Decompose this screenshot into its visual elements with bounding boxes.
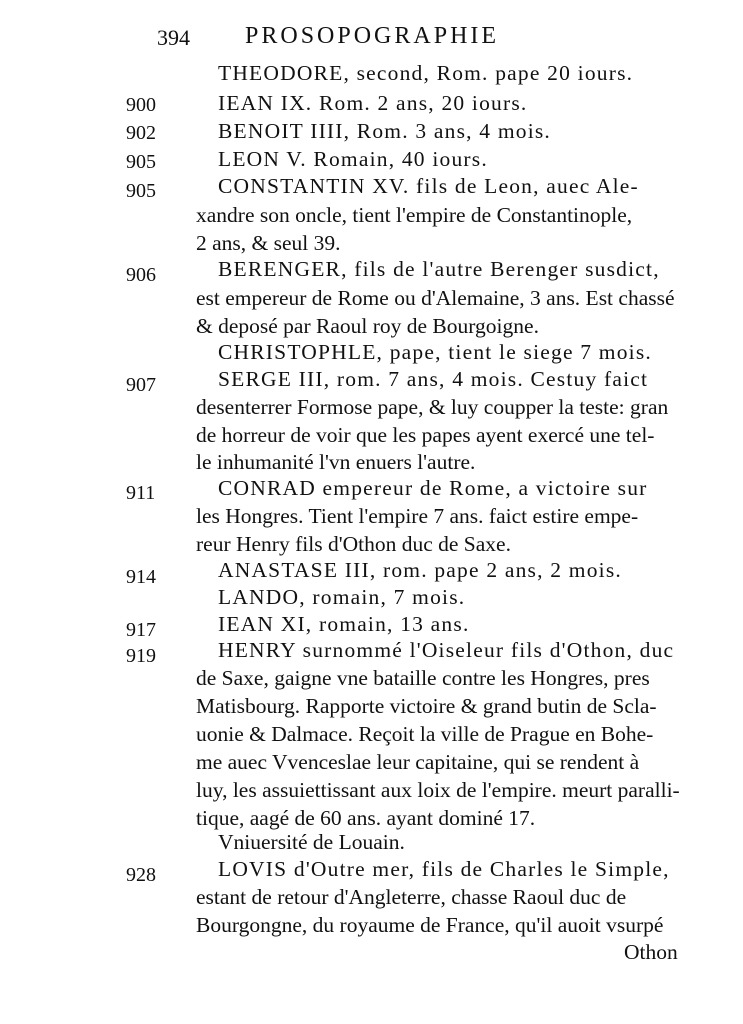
entry-line: de Saxe, gaigne vne bataille contre les Hongres, pres bbox=[196, 666, 650, 690]
entry-line: Bourgongne, du royaume de France, qu'il auoit vsurpé bbox=[196, 913, 664, 937]
entry-year: 911 bbox=[126, 482, 156, 504]
entry-line: CONSTANTIN XV. fils de Leon, auec Ale- bbox=[218, 174, 639, 198]
entry-year: 900 bbox=[126, 94, 156, 116]
entry-line: LOVIS d'Outre mer, fils de Charles le Simple, bbox=[218, 857, 670, 881]
entry-line: CONRAD empereur de Rome, a victoire sur bbox=[218, 476, 648, 500]
entry-line: Vniuersité de Louain. bbox=[218, 830, 405, 854]
entry-year: 914 bbox=[126, 566, 156, 588]
entry-line: estant de retour d'Angleterre, chasse Raoul duc de bbox=[196, 885, 627, 909]
entry-line: CHRISTOPHLE, pape, tient le siege 7 mois. bbox=[218, 340, 652, 364]
entry-line: LEON V. Romain, 40 iours. bbox=[218, 147, 488, 171]
entry-year: 905 bbox=[126, 180, 156, 202]
entry-year: 902 bbox=[126, 122, 156, 144]
entry-year: 907 bbox=[126, 374, 156, 396]
entry-line: tique, aagé de 60 ans. ayant dominé 17. bbox=[196, 806, 536, 830]
entry-line: les Hongres. Tient l'empire 7 ans. faict estire empe- bbox=[196, 504, 639, 528]
entry-line: desenterrer Formose pape, & luy coupper la teste: gran bbox=[196, 395, 669, 419]
entry-line: LANDO, romain, 7 mois. bbox=[218, 585, 466, 609]
entry-line: reur Henry fils d'Othon duc de Saxe. bbox=[196, 532, 511, 556]
entry-line: IEAN IX. Rom. 2 ans, 20 iours. bbox=[218, 91, 528, 115]
entry-line: THEODORE, second, Rom. pape 20 iours. bbox=[218, 61, 634, 85]
entry-line: uonie & Dalmace. Reçoit la ville de Prague en Bohe- bbox=[196, 722, 654, 746]
entry-line: de horreur de voir que les papes ayent exercé une tel- bbox=[196, 423, 655, 447]
entry-line: 2 ans, & seul 39. bbox=[196, 231, 341, 255]
entry-line: BERENGER, fils de l'autre Berenger susdict, bbox=[218, 257, 660, 281]
entry-line: HENRY surnommé l'Oiseleur fils d'Othon, duc bbox=[218, 638, 675, 662]
entry-line: me auec Vvenceslae leur capitaine, qui se rendent à bbox=[196, 750, 640, 774]
catchword: Othon bbox=[624, 940, 678, 964]
entry-line: IEAN XI, romain, 13 ans. bbox=[218, 612, 470, 636]
entry-year: 917 bbox=[126, 619, 156, 641]
entry-line: ANASTASE III, rom. pape 2 ans, 2 mois. bbox=[218, 558, 622, 582]
entry-year: 906 bbox=[126, 264, 156, 286]
entry-line: Matisbourg. Rapporte victoire & grand butin de Scla- bbox=[196, 694, 657, 718]
running-head: PROSOPOGRAPHIE bbox=[245, 23, 500, 49]
entry-line: SERGE III, rom. 7 ans, 4 mois. Cestuy faict bbox=[218, 367, 649, 391]
entry-year: 928 bbox=[126, 864, 156, 886]
page-number: 394 bbox=[157, 25, 190, 50]
entry-line: le inhumanité l'vn enuers l'autre. bbox=[196, 450, 476, 474]
entry-line: xandre son oncle, tient l'empire de Constantinople, bbox=[196, 203, 633, 227]
entry-line: BENOIT IIII, Rom. 3 ans, 4 mois. bbox=[218, 119, 552, 143]
entry-line: & deposé par Raoul roy de Bourgoigne. bbox=[196, 314, 539, 338]
entry-line: luy, les assuiettissant aux loix de l'empire. meurt paralli- bbox=[196, 778, 680, 802]
entry-line: est empereur de Rome ou d'Alemaine, 3 ans. Est chassé bbox=[196, 286, 675, 310]
entry-year: 919 bbox=[126, 645, 156, 667]
entry-year: 905 bbox=[126, 151, 156, 173]
